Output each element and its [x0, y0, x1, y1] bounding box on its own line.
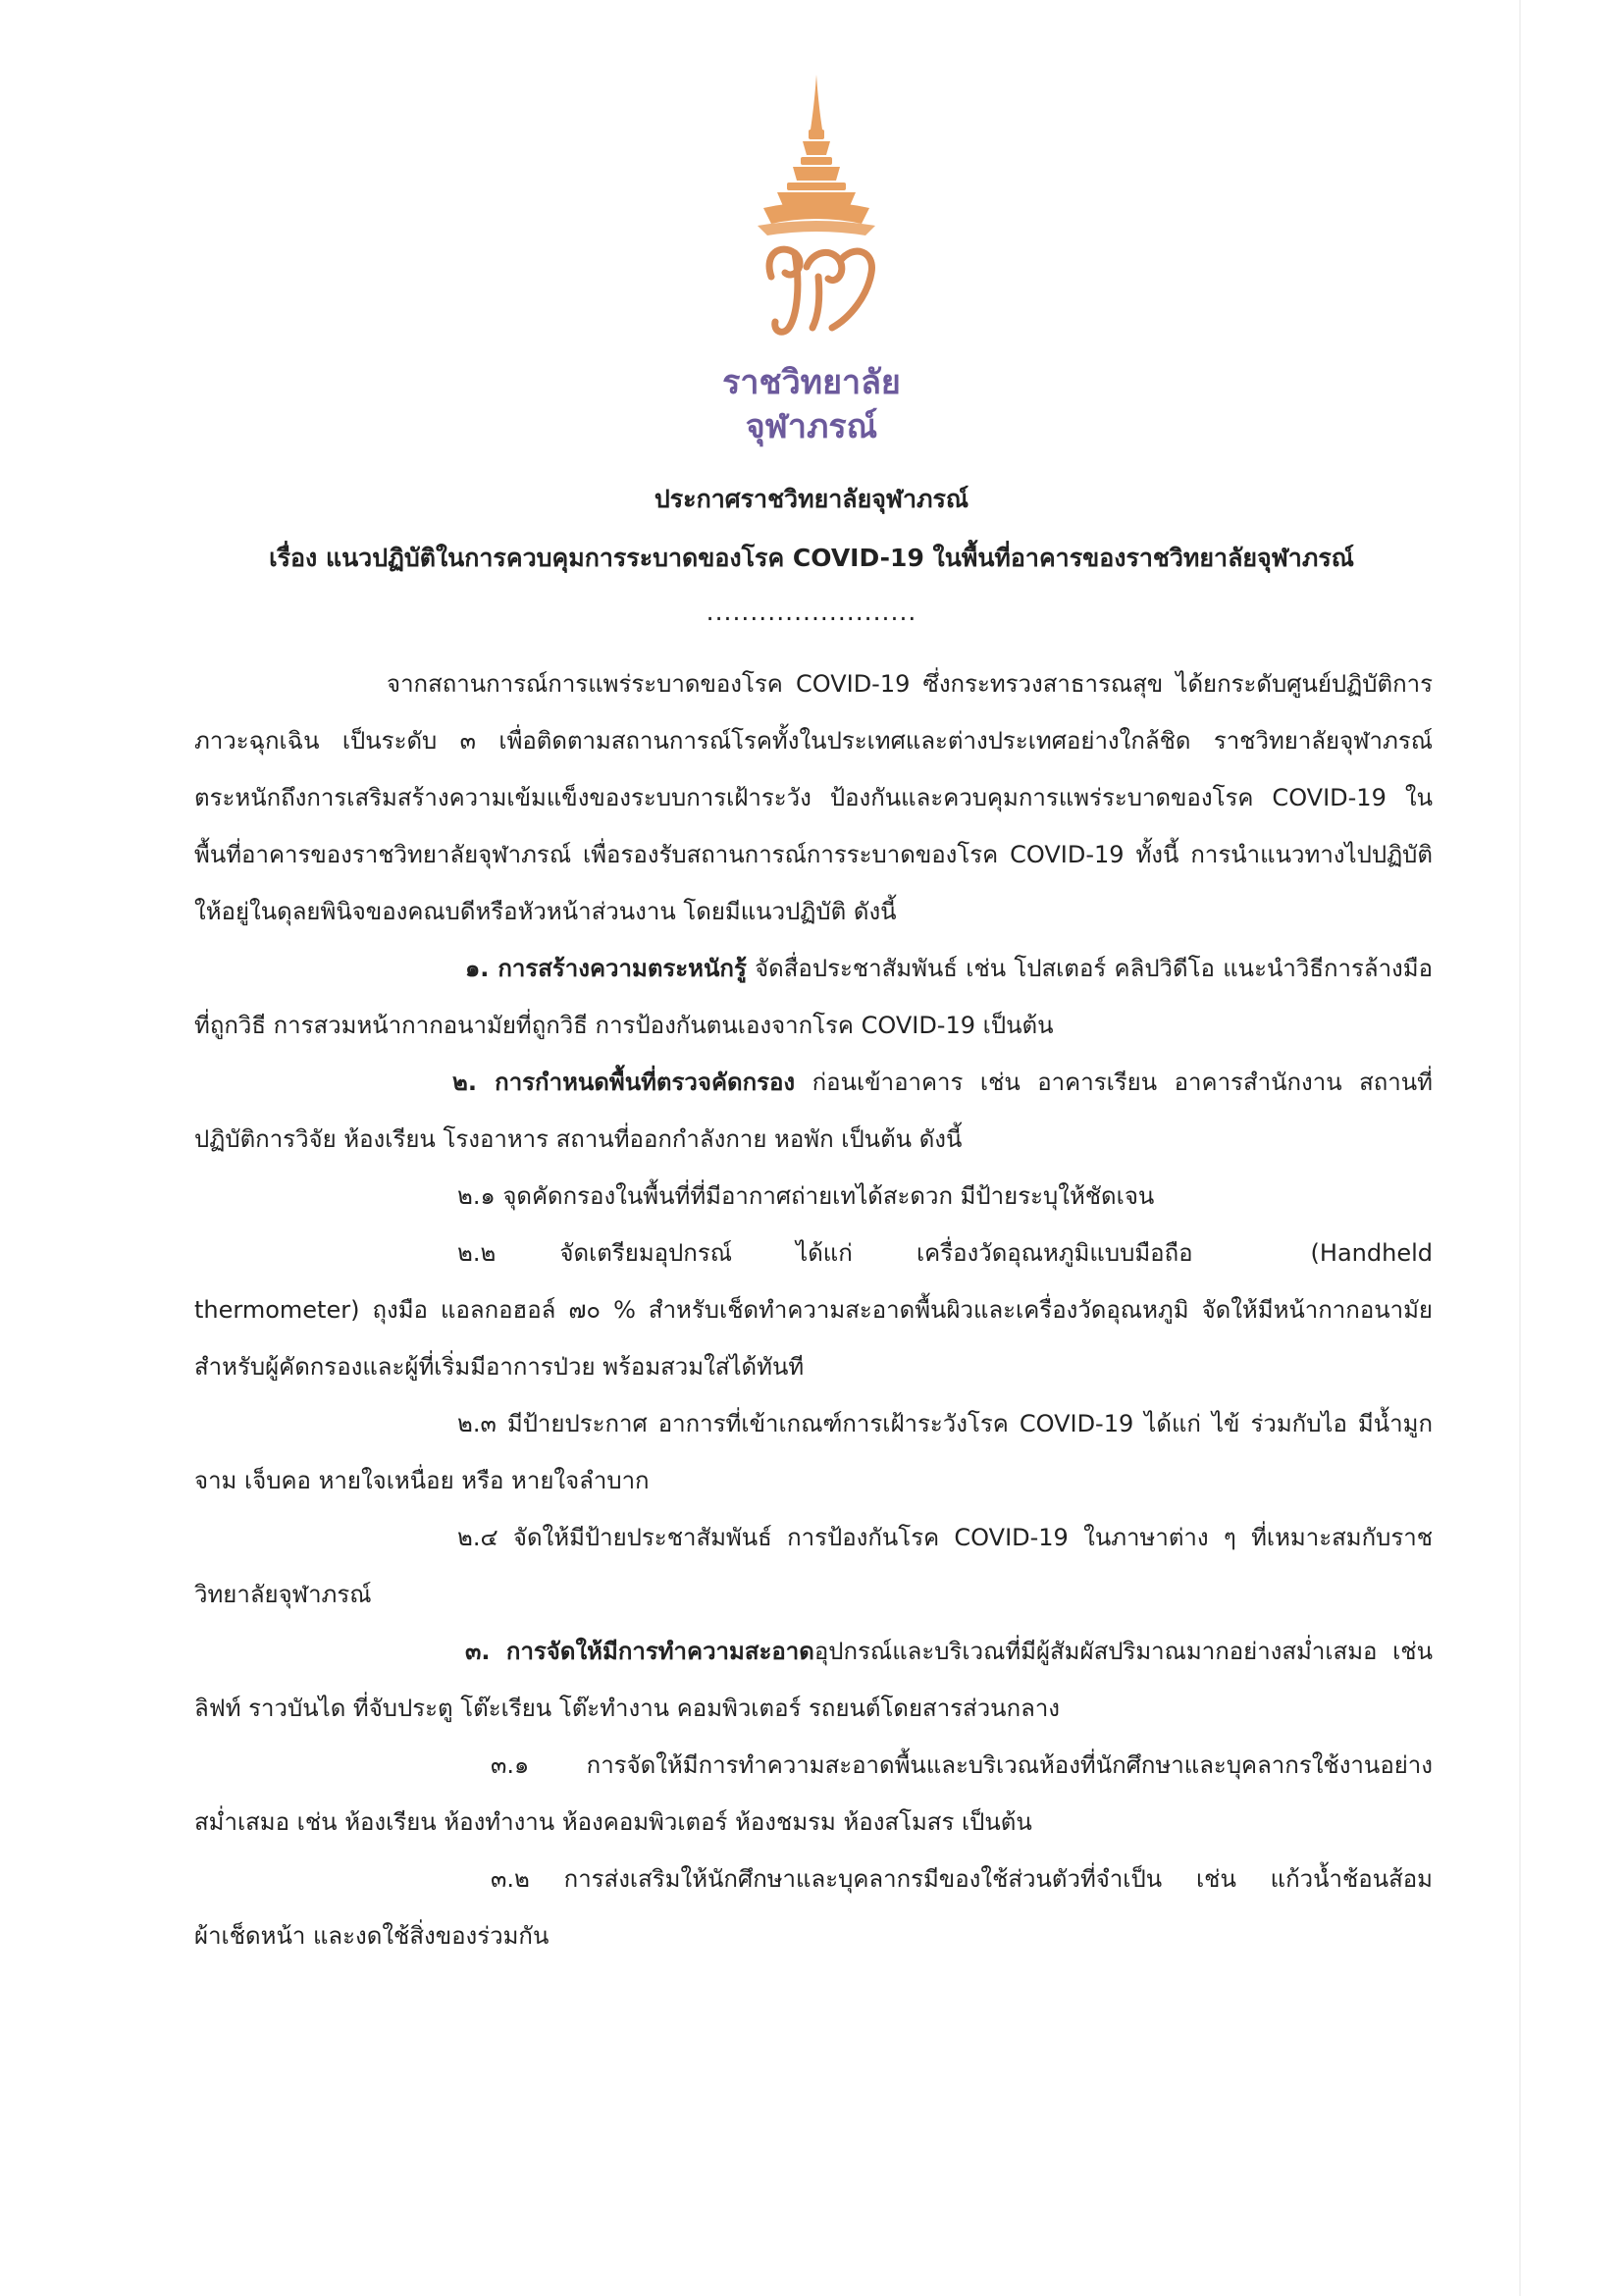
- chulabhorn-royal-emblem-icon: [738, 71, 895, 345]
- item-2-3: ๒.๓ มีป้ายประกาศ อาการที่เข้าเกณฑ์การเฝ้าระวังโรค COVID-19 ได้แก่ ไข้ ร่วมกับไอ มีน้ำมูก จาม เจ็บคอ หายใจเหนื่อย หรือ หายใจลำบาก: [194, 1410, 1433, 1494]
- item-2-4: ๒.๔ จัดให้มีป้ายประชาสัมพันธ์ การป้องกันโรค COVID-19 ในภาษาต่าง ๆ ที่เหมาะสมกับราชวิทยาลัยจุฬาภรณ์: [194, 1524, 1433, 1608]
- item-2-1: ๒.๑ จุดคัดกรองในพื้นที่ที่มีอากาศถ่ายเทได้สะดวก มีป้ายระบุให้ชัดเจน: [457, 1182, 1155, 1210]
- section-2-text: ก่อนเข้าอาคาร เช่น อาคารเรียน อาคารสำนักงาน สถานที่ปฏิบัติการวิจัย ห้องเรียน โรงอาหาร สถานที่ออกกำลังกาย หอพัก เป็นต้น ดังนี้: [194, 1069, 1433, 1153]
- intro-paragraph: จากสถานการณ์การแพร่ระบาดของโรค COVID-19 ซึ่งกระทรวงสาธารณสุข ได้ยกระดับศูนย์ปฏิบัติการภาวะฉุกเฉิน เป็นระดับ ๓ เพื่อติดตามสถานการณ์โรคทั้งในประเทศและต่างประเทศอย่างใกล้ชิด ราชวิทยาลัยจุฬาภรณ์ ตระหนักถึงการเสริมสร้างความเข้มแข็งของระบบการเฝ้าระวัง ป้องกันและควบคุมการแพร่ระบาดของโรค COVID-19 ในพื้นที่อาคารของราชวิทยาลัยจุฬาภรณ์ เพื่อรองรับสถานการณ์การระบาดของโรค COVID-19 ทั้งนี้ การนำแนวทางไปปฏิบัติให้อยู่ในดุลยพินิจของคณบดีหรือหัวหน้าส่วนงาน โดยมีแนวปฏิบัติ ดังนี้: [194, 670, 1433, 925]
- section-1-heading: ๑. การสร้างความตระหนักรู้: [465, 955, 747, 982]
- separator-dots: ........................: [706, 598, 917, 626]
- section-1-paragraph: [194, 940, 1433, 1054]
- section-3-heading: ๓. การจัดให้มีการทำความสะอาด: [465, 1638, 814, 1665]
- scan-edge-line: [1519, 0, 1521, 2296]
- announcement-title: ประกาศราชวิทยาลัยจุฬาภรณ์: [654, 485, 969, 513]
- section-1-text: จัดสื่อประชาสัมพันธ์ เช่น โปสเตอร์ คลิปวิดีโอ แนะนำวิธีการล้างมือที่ถูกวิธี การสวมหน้ากากอนามัยที่ถูกวิธี การป้องกันตนเองจากโรค COVID-19 เป็นต้น: [194, 955, 1434, 1039]
- section-3-text: อุปกรณ์และบริเวณที่มีผู้สัมผัสปริมาณมากอย่างสม่ำเสมอ เช่น ลิฟท์ ราวบันได ที่จับประตู โต๊ะเรียน โต๊ะทำงาน คอมพิวเตอร์ รถยนต์โดยสารส่วนกลาง: [194, 1638, 1433, 1722]
- item-3-1: ๓.๑ การจัดให้มีการทำความสะอาดพื้นและบริเวณห้องที่นักศึกษาและบุคลากรใช้งานอย่างสม่ำเสมอ เช่น ห้องเรียน ห้องทำงาน ห้องคอมพิวเตอร์ ห้องชมรม ห้องสโมสร เป็นต้น: [194, 1751, 1433, 1836]
- section-2-heading: ๒. การกำหนดพื้นที่ตรวจคัดกรอง: [452, 1069, 796, 1096]
- org-name-line1: ราชวิทยาลัย: [722, 363, 901, 402]
- section-2-paragraph: [194, 1054, 1433, 1168]
- announcement-body: [194, 655, 1433, 1964]
- section-3-paragraph: [194, 1623, 1433, 1737]
- item-2-2: [194, 1225, 1433, 1395]
- item-3-2: ๓.๒ การส่งเสริมให้นักศึกษาและบุคลากรมีของใช้ส่วนตัวที่จำเป็น เช่น แก้วน้ำช้อนส้อม ผ้าเช็ดหน้า และงดใช้สิ่งของร่วมกัน: [194, 1865, 1433, 1950]
- announcement-subject: เรื่อง แนวปฏิบัติในการควบคุมการระบาดของโรค COVID-19 ในพื้นที่อาคารของราชวิทยาลัยจุฬาภรณ์: [269, 544, 1354, 572]
- item-2-2-lead: ๒.๒ จัดเตรียมอุปกรณ์ ได้แก่ เครื่องวัดอุณหภูมิแบบมือถือ: [457, 1239, 1193, 1267]
- item-2-2-rest: (Handheld thermometer) ถุงมือ แอลกอฮอล์ ๗๐ % สำหรับเช็ดทำความสะอาดพื้นผิวและเครื่องวัดอุณหภูมิ จัดให้มีหน้ากากอนามัยสำหรับผู้คัดกรองและผู้ที่เริ่มมีอาการป่วย พร้อมสวมใส่ได้ทันที: [194, 1239, 1433, 1381]
- org-name-line2: จุฬาภรณ์: [745, 407, 878, 446]
